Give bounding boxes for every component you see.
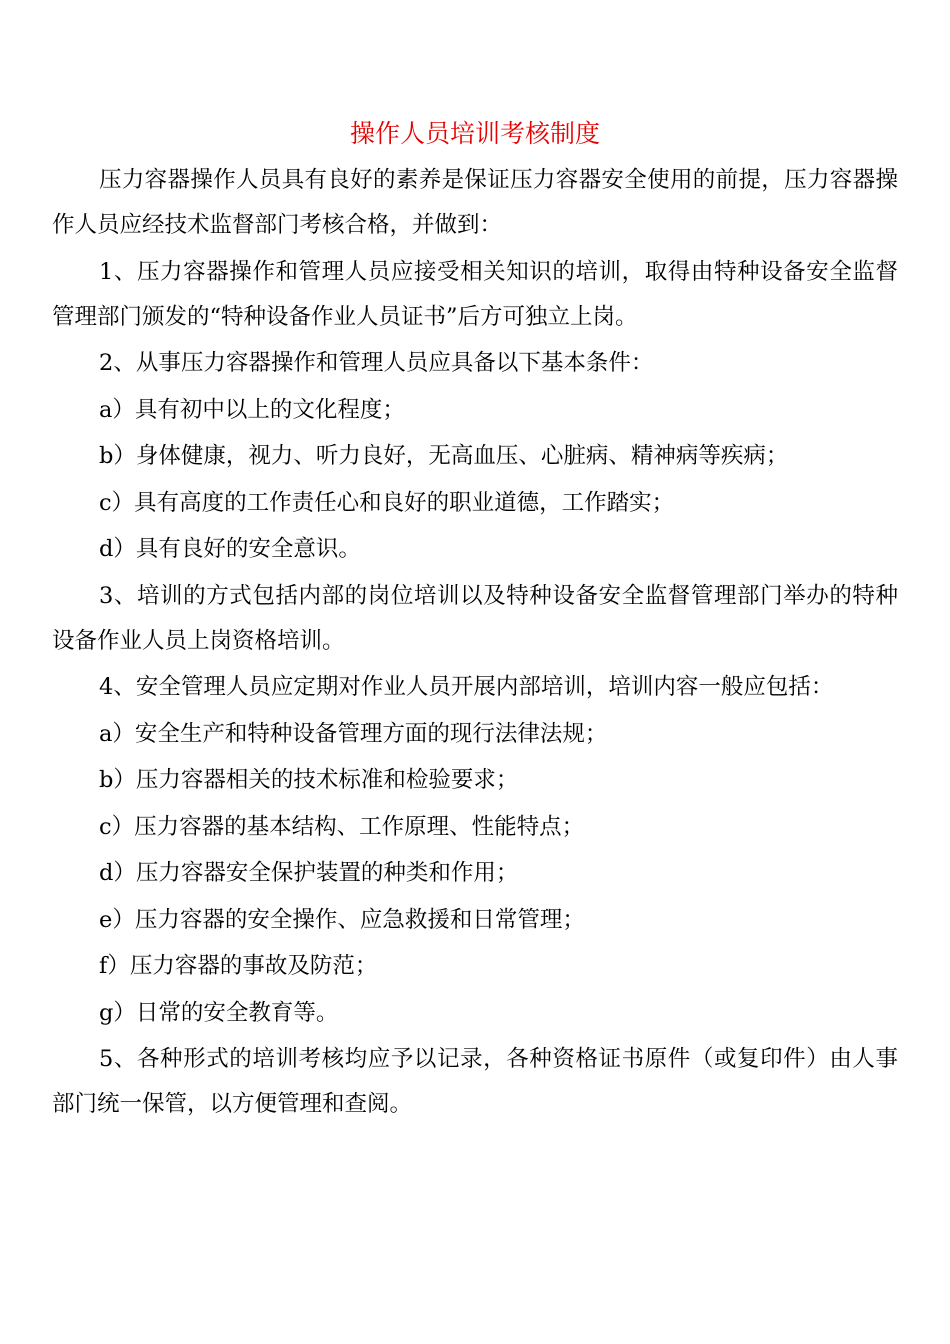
paragraph-intro: 压力容器操作人员具有良好的素养是保证压力容器安全使用的前提，压力容器操作人员应经技术监督部门考核合格，并做到： bbox=[52, 167, 898, 238]
paragraph-item-4b: b）压力容器相关的技术标准和检验要求； bbox=[99, 767, 519, 793]
paragraph-item-2: 2、从事压力容器操作和管理人员应具备以下基本条件： bbox=[99, 350, 654, 376]
paragraph-item-4g: g）日常的安全教育等。 bbox=[99, 999, 339, 1026]
document-title: 操作人员培训考核制度 bbox=[349, 119, 600, 148]
paragraph-item-4f: f）压力容器的事故及防范； bbox=[99, 953, 378, 979]
paragraph-item-4: 4、安全管理人员应定期对作业人员开展内部培训，培训内容一般应包括： bbox=[99, 674, 834, 700]
paragraph-item-1: 1、压力容器操作和管理人员应接受相关知识的培训，取得由特种设备安全监督管理部门颁发的“特种设备作业人员证书”后方可独立上岗。 bbox=[52, 258, 898, 330]
paragraph-item-4a: a）安全生产和特种设备管理方面的现行法律法规； bbox=[99, 720, 608, 747]
paragraph-item-2b: b）身体健康，视力、听力良好，无高血压、心脏病、精神病等疾病； bbox=[99, 443, 789, 469]
document-body bbox=[52, 158, 898, 1127]
paragraph-item-3: 3、培训的方式包括内部的岗位培训以及特种设备安全监督管理部门举办的特种设备作业人员上岗资格培训。 bbox=[52, 582, 898, 654]
paragraph-item-5: 5、各种形式的培训考核均应予以记录，各种资格证书原件（或复印件）由人事部门统一保管，以方便管理和查阅。 bbox=[52, 1046, 898, 1117]
document-page bbox=[52, 112, 898, 1129]
paragraph-item-4e: e）压力容器的安全操作、应急救援和日常管理； bbox=[99, 906, 585, 933]
paragraph-item-2d: d）具有良好的安全意识。 bbox=[99, 536, 361, 562]
paragraph-item-4d: d）压力容器安全保护装置的种类和作用； bbox=[99, 860, 519, 886]
paragraph-item-2a: a）具有初中以上的文化程度； bbox=[99, 396, 405, 423]
paragraph-item-4c: c）压力容器的基本结构、工作原理、性能特点； bbox=[99, 813, 585, 840]
paragraph-item-2c: c）具有高度的工作责任心和良好的职业道德，工作踏实； bbox=[99, 489, 675, 516]
